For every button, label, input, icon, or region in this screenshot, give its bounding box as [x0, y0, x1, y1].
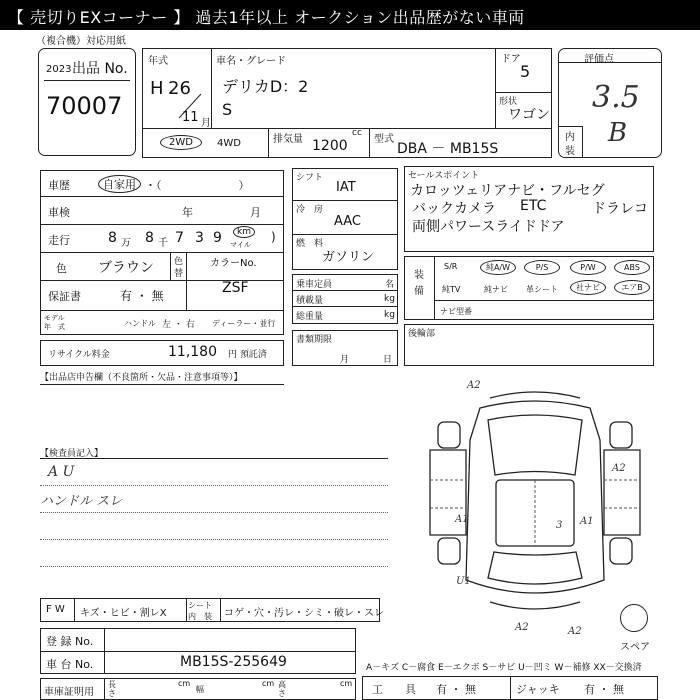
handle-label: ハンドル	[124, 319, 156, 328]
equip-nav-model: ナビ型番	[440, 307, 472, 316]
model-code-value: DBA － MB15S	[397, 141, 499, 157]
inspection-year-unit: 年	[182, 206, 193, 219]
dealer-options: ディーラー・並行	[212, 319, 276, 328]
equip-tv: 純TV	[442, 285, 461, 294]
drive-4wd: 4WD	[217, 138, 241, 149]
year-label: 年式	[148, 56, 168, 67]
ac-value: AAC	[334, 214, 361, 229]
inspector-label: 【検査員記入】	[40, 449, 104, 459]
lot-year-tag: 2023	[46, 64, 72, 75]
mileage-unit-mile: マイル	[230, 241, 251, 249]
tools-label: 工 具	[372, 683, 416, 696]
doc-period-label: 書類期限	[296, 335, 333, 345]
color-code-label: カラーNo.	[210, 258, 257, 269]
tools-options: 有 ・ 無	[436, 683, 476, 696]
fw-text: キズ・ヒビ・割レX	[80, 608, 167, 619]
damage-mark-rear: A2	[515, 622, 529, 633]
mileage-d5: 9	[213, 230, 222, 246]
drive-2wd: 2WD	[160, 135, 202, 150]
handle-options: 左 ・ 右	[162, 320, 195, 330]
color-change-1: 色	[174, 257, 184, 267]
capacity-label: 乗車定員	[296, 280, 333, 290]
equip-ps: P/S	[524, 260, 560, 275]
mileage-d1: 8	[108, 230, 117, 246]
mileage-u2: 千	[158, 238, 168, 249]
chassis-value: MB15S-255649	[180, 654, 287, 670]
year-era: H	[150, 78, 164, 99]
damage-mark-front: A2	[467, 380, 481, 391]
rear-wheel-box	[404, 324, 654, 366]
model-name: デリカD：2	[222, 77, 309, 96]
equip-pw: P/W	[570, 260, 606, 275]
model-code-label: 型式	[374, 134, 394, 145]
cert-length: 長さ	[108, 680, 116, 698]
sales-points-line2b: ETC	[520, 198, 547, 214]
color-change-2: 替	[174, 269, 184, 279]
interior-label-2: 装	[565, 146, 575, 157]
weight-unit: kg	[384, 310, 395, 320]
jack-label: ジャッキ	[516, 683, 560, 696]
equip-nav2: 社ナビ	[570, 280, 606, 295]
shape-value: ワゴン	[508, 107, 550, 123]
fuel-label: 燃 料	[296, 239, 324, 249]
spare-label: スペア	[620, 642, 650, 653]
model-label: 車名・グレード	[216, 56, 286, 67]
cert-height: 高さ	[278, 680, 286, 698]
sales-points-line2a: バックカメラ	[412, 201, 496, 217]
equip-airbag: エアB	[614, 280, 650, 295]
fuel-value: ガソリン	[322, 250, 375, 265]
shift-value: IAT	[336, 180, 356, 195]
car-diagram	[410, 380, 660, 630]
equipment-label-2: 備	[414, 286, 424, 297]
legend-text: A－キズ C－腐食 E－エクボ S－サビ U－凹ミ W－補修 XX－交換済	[366, 663, 642, 673]
fw-sheet-1: シート	[188, 601, 212, 610]
ac-label: 冷 房	[296, 205, 324, 215]
doc-period-day: 日	[383, 355, 393, 365]
equip-leather: 革シート	[526, 285, 558, 294]
model-year-label-1: モデル	[44, 314, 65, 322]
mileage-d4: 3	[195, 230, 204, 246]
mileage-d2: 8	[145, 230, 154, 246]
inspector-line1: A U	[48, 464, 75, 480]
mileage-label: 走行	[48, 234, 70, 247]
color-label: 色	[56, 262, 67, 275]
year-month: 11	[182, 110, 199, 125]
chassis-label: 車 台 No.	[46, 658, 94, 671]
sales-points-line3: 両側パワースライドドア	[412, 219, 565, 235]
displacement-value: 1200	[312, 138, 348, 154]
warranty-label: 保証書	[48, 290, 81, 303]
rear-wheel-label: 後輪部	[408, 329, 436, 339]
score-label: 評価点	[584, 54, 614, 65]
score-value: 3.5	[592, 80, 640, 115]
interior-label-1: 内	[565, 132, 575, 143]
displacement-unit: cc	[352, 128, 362, 138]
equip-abs: ABS	[614, 260, 650, 275]
model-grade: S	[222, 100, 233, 119]
sales-points-label: セールスポイント	[408, 171, 480, 181]
recycle-label: リサイクル料金	[48, 350, 110, 360]
lot-number: 70007	[46, 92, 123, 120]
cert-label: 車庫証明用	[44, 687, 94, 698]
equip-nav: 純ナビ	[484, 285, 508, 294]
load-unit: kg	[384, 294, 395, 304]
mileage-unit-km: km	[233, 226, 255, 238]
inspection-month-unit: 月	[250, 206, 261, 219]
doors-value: 5	[520, 62, 531, 81]
color-code: ZSF	[222, 280, 249, 296]
header-title: 【 売切りEXコーナー 】 過去1年以上 オークション出品歴がない車両	[8, 8, 525, 27]
interior-value: B	[608, 118, 628, 148]
capacity-unit: 名	[385, 280, 395, 290]
load-label: 積載量	[296, 296, 324, 306]
cert-length-unit: cm	[178, 679, 191, 688]
inspection-label: 車検	[48, 206, 70, 219]
model-year-label-2: 年 式	[44, 323, 65, 331]
sales-points-line1: カロッツェリアナビ・フルセグ	[410, 183, 605, 199]
cert-width-unit: cm	[262, 679, 275, 688]
reg-label: 登 録 No.	[46, 635, 94, 648]
year-month-unit: 月	[201, 118, 211, 129]
recycle-value: 11,180	[168, 344, 217, 360]
fw-text2: コゲ・穴・汚レ・シミ・破レ・スレ	[224, 608, 384, 619]
history-label: 車歴	[48, 179, 70, 192]
fw-sheet-2: 内 装	[188, 612, 212, 621]
mileage-d3: 7	[175, 230, 184, 246]
history-rest: ・（ ）	[145, 179, 250, 192]
fw-label: F W	[46, 604, 65, 615]
mileage-u1: 万	[121, 238, 131, 249]
jack-options: 有 ・ 無	[584, 683, 624, 696]
year-value: 26	[168, 78, 191, 99]
doc-period-month: 月	[340, 355, 350, 365]
cert-height-unit: cm	[340, 679, 353, 688]
color-value: ブラウン	[98, 260, 154, 276]
equip-sr: S/R	[444, 262, 458, 271]
doors-label: ドア	[501, 54, 521, 65]
header-subtitle: （複合機）対応用紙	[36, 36, 126, 47]
weight-label: 総重量	[296, 312, 324, 322]
inspector-line2: ハンドル スレ	[40, 494, 123, 509]
history-value: 自家用	[98, 175, 141, 193]
damage-mark-rear-right: A2	[568, 626, 582, 637]
spare-tire-icon	[620, 604, 648, 632]
lot-label: 出品 No.	[72, 61, 128, 77]
equip-aw: 純A/W	[480, 260, 516, 275]
cert-width: 幅	[196, 685, 204, 694]
damage-mark-left: A1	[455, 514, 469, 525]
shape-label: 形状	[499, 97, 518, 107]
damage-mark-center: 3	[556, 520, 563, 531]
notes-label: 【出品店申告欄（不良箇所・欠品・注意事項等）】	[40, 373, 243, 383]
damage-mark-right-front: A2	[612, 463, 626, 474]
damage-mark-left-rear: U1	[456, 576, 471, 587]
damage-mark-right: A1	[580, 516, 594, 527]
sales-points-line2c: ドラレコ	[592, 201, 648, 217]
equipment-label-1: 装	[414, 270, 424, 281]
recycle-unit: 円 預託済	[228, 350, 267, 360]
shift-label: シフト	[296, 173, 324, 183]
warranty-options: 有 ・ 無	[120, 289, 164, 303]
displacement-label: 排気量	[273, 134, 303, 145]
